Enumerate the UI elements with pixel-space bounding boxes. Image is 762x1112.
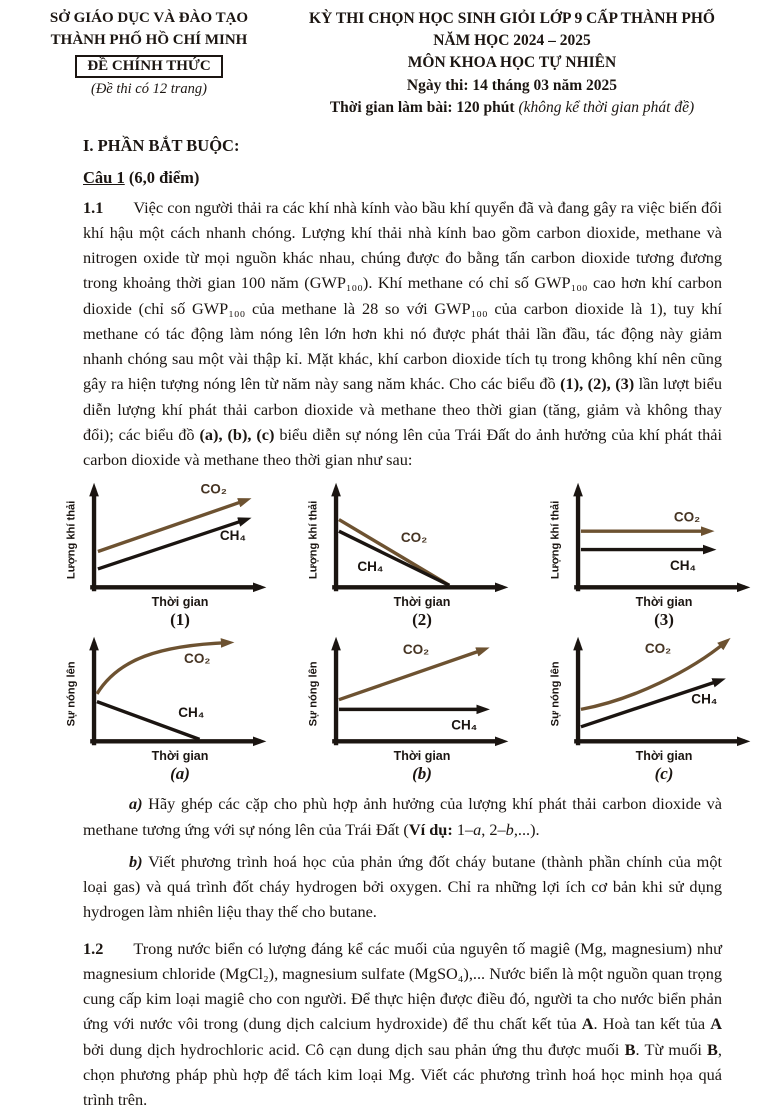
co2-label: CO₂ <box>402 642 430 658</box>
x-axis-label: Thời gian <box>393 595 451 610</box>
page-count-note: (Đề thi có 12 trang) <box>91 80 207 97</box>
ch4-label: CH₄ <box>178 705 205 721</box>
co2-label: CO₂ <box>200 481 227 497</box>
ch4-label: CH₄ <box>451 718 478 734</box>
ch4-label: CH₄ <box>357 559 384 575</box>
chart-1 <box>55 476 287 630</box>
x-axis-label: Thời gian <box>393 749 451 764</box>
exam-duration <box>284 97 740 119</box>
co2-label: CO₂ <box>644 641 672 657</box>
official-exam-stamp: ĐỀ CHÍNH THỨC <box>75 55 222 78</box>
question-1-heading <box>83 168 722 188</box>
paragraph-1-1: 1.1 Việc con người thải ra các khí nhà kính vào bầu khí quyển đã và đang gây ra việc biến đổi khí hậu một cách nhanh chóng. Lượng khí thải nhà kính bao gồm carbon dioxide, methane và nitrogen oxide từ mọi nguồn khác nhau, chúng được đo bằng tấn carbon dioxide tương đương trong khoảng thời gian 100 năm (GWP₁₀₀). Khí methane có chỉ số GWP₁₀₀ cao hơn khí carbon dioxide (chỉ số GWP₁₀₀ của methane là 28 so với GWP₁₀₀ của carbon dioxide là 1), tuy khí methane có tác động làm nóng lên lớn hơn khi nó được phát thải lần đầu, tác động này giảm nhanh chóng sau một vài thập kỉ. Mặt khác, khí carbon dioxide tích tụ trong không khí nên cũng gây ra hiện tượng nóng lên từ năm này sang năm khác. Cho các biểu đồ (1), (2), (3) lần lượt biểu diễn lượng khí phát thải carbon dioxide và methane theo thời gian (tăng, giảm và không thay đổi); các biểu đồ (a), (b), (c) biểu diễn sự nóng lên của Trái Đất do ảnh hưởng của khí phát thải carbon dioxide và methane theo thời gian như sau: <box>83 197 723 470</box>
chart-2-plot <box>304 476 522 597</box>
x-axis-label: Thời gian <box>151 749 209 764</box>
y-axis-label: Sự nóng lên <box>549 661 562 727</box>
subject-name: MÔN KHOA HỌC TỰ NHIÊN <box>407 54 617 72</box>
ch4-label: CH₄ <box>219 528 246 544</box>
chart-c <box>539 630 762 784</box>
x-axis-label: Thời gian <box>635 595 693 610</box>
chart-b-caption: (b) <box>412 764 432 784</box>
exam-body <box>0 120 762 1112</box>
paragraph-1-1a: a) Hãy ghép các cặp cho phù hợp ảnh hưởng của lượng khí phát thải carbon dioxide và methane tương ứng với sự nóng lên của Trái Đất (Ví dụ: 1–a, 2–b,...). <box>83 794 722 839</box>
chart-c-plot <box>546 630 762 751</box>
chart-a-plot <box>62 630 280 751</box>
question-1-label: Câu 1 <box>83 167 125 187</box>
co2-label: CO₂ <box>184 651 211 667</box>
chart-1-caption: (1) <box>170 610 190 630</box>
co2-label: CO₂ <box>400 530 428 546</box>
chart-b <box>297 630 529 784</box>
co2-label: CO₂ <box>673 509 701 525</box>
chart-2 <box>297 476 529 630</box>
paragraph-1-1b: b) Viết phương trình hoá học của phản ứng đốt cháy butane (thành phần chính của một loại gas) và quá trình đốt cháy hydrogen bởi oxygen. Chỉ ra những lợi ích cơ bản khi sử dụng hydrogen làm nhiên liệu thay thế cho butane. <box>83 851 722 922</box>
ch4-label: CH₄ <box>691 691 718 707</box>
charts-row-warming <box>55 630 762 784</box>
exam-date: Ngày thi: 14 tháng 03 năm 2025 <box>406 76 618 94</box>
y-axis-label: Sự nóng lên <box>307 661 320 727</box>
chart-3-plot <box>546 476 762 597</box>
charts-figure <box>55 476 762 784</box>
chart-3-caption: (3) <box>654 610 674 630</box>
chart-c-caption: (c) <box>654 764 674 784</box>
paragraph-1-2: 1.2 Trong nước biển có lượng đáng kể các muối của nguyên tố magiê (Mg, magnesium) như magnesium chloride (MgCl₂), magnesium sulfate (MgSO₄),... Nước biển là một nguồn quan trọng cung cấp kim loại magiê cho con người. Để thực hiện được điều đó, người ta cho nước biển phản ứng với nước vôi trong (dung dịch calcium hydroxide) để thu chất kết tủa A. Hoà tan kết tủa A bởi dung dịch hydrochloric acid. Cô cạn dung dịch sau phản ứng thu được muối B. Từ muối B, chọn phương pháp phù hợp để tách kim loại Mg. Viết các phương trình hoá học minh họa quá trình trên. <box>83 938 723 1110</box>
ch4-line <box>339 531 449 585</box>
chart-2-caption: (2) <box>412 610 432 630</box>
chart-a-caption: (a) <box>170 764 190 784</box>
y-axis-label: Lượng khí thải <box>549 501 562 580</box>
section-title: I. PHẦN BẮT BUỘC: <box>83 135 240 155</box>
duration-bold: Thời gian làm bài: 120 phút <box>329 99 519 117</box>
chart-b-plot <box>304 630 522 751</box>
x-axis-label: Thời gian <box>151 595 209 610</box>
exam-title: KỲ THI CHỌN HỌC SINH GIỎI LỚP 9 CẤP THÀNH PHỐ <box>309 10 715 27</box>
exam-title-block <box>270 8 740 120</box>
school-year: NĂM HỌC 2024 – 2025 <box>433 31 591 49</box>
exam-header <box>0 0 762 120</box>
authority-line-1: SỞ GIÁO DỤC VÀ ĐÀO TẠO <box>49 10 249 26</box>
charts-row-emission <box>55 476 762 630</box>
authority-line-2: THÀNH PHỐ HỒ CHÍ MINH <box>50 31 248 48</box>
y-axis-label: Sự nóng lên <box>65 661 78 727</box>
question-1-points: (6,0 điểm) <box>124 167 200 187</box>
ch4-label: CH₄ <box>670 558 697 574</box>
issuing-authority-block <box>28 8 270 98</box>
y-axis-label: Lượng khí thải <box>307 501 320 580</box>
duration-italic: (không kể thời gian phát đề) <box>518 99 695 117</box>
chart-1-plot <box>62 476 280 597</box>
chart-a <box>55 630 287 784</box>
chart-3 <box>539 476 762 630</box>
x-axis-label: Thời gian <box>635 749 693 764</box>
y-axis-label: Lượng khí thải <box>65 501 78 580</box>
